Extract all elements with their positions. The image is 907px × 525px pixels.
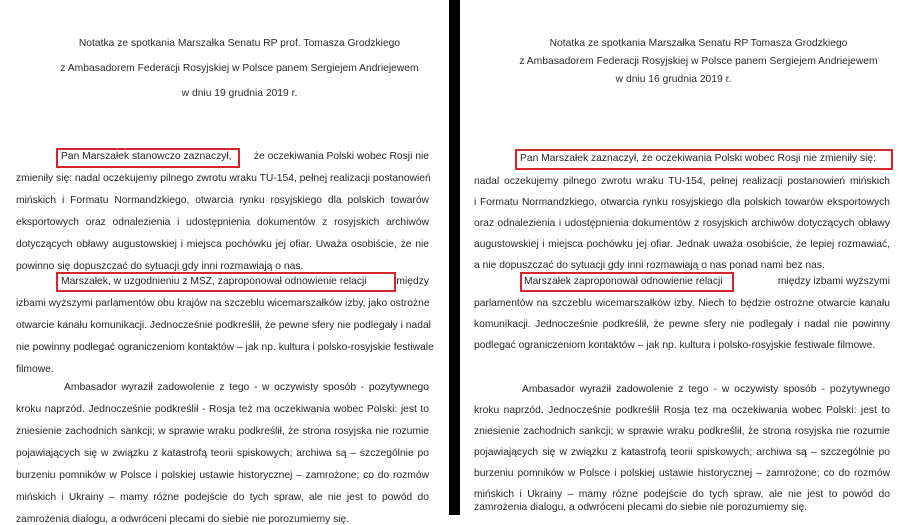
- left-p2-highlighted-text: Marszałek, w uzgodnieniu z MSZ, zaproponował odnowienie relacji: [61, 276, 367, 287]
- left-p3-line-4: pojawiających się w związku z katastrofą teorii spiskowych; archiwa są – szczególnie po: [16, 448, 429, 459]
- left-p1-line-4: eksportowych oraz odnalezienia i udostępnienia dokumentów z rosyjskich archiwów: [16, 217, 429, 228]
- right-p3-line-5: burzeniu pomników w Polsce i polskiej ustawie historycznej – zamrożone; co do rozmów: [474, 468, 890, 479]
- left-p2-line-5: filmowe.: [16, 364, 54, 375]
- left-p2-line-4: nie powinny podlegać ograniczeniom kontaktów – jak np. kultura i polsko-rosyjskie festiwale: [16, 342, 434, 353]
- right-p3-line-3: zniesienie zachodnich sankcji; w sprawie wraku podkreślił, że strona rosyjska nie rozumie: [474, 426, 890, 437]
- right-p3-line-6: mińskich i Ukrainy – mamy różne podejście do tych spraw, ale nie jest to powód do: [474, 489, 890, 500]
- right-p3-line-1: Ambasador wyraził zadowolenie z tego - w oczywisty sposób - pozytywnego: [522, 384, 890, 395]
- left-header-line-2: z Ambasadorem Federacji Rosyjskiej w Polsce panem Sergiejem Andriejewem: [60, 63, 419, 74]
- right-p2-line-1-rest: między izbami wyższymi: [777, 276, 890, 287]
- left-p1-line-3: mińskich i Formatu Normandzkiego, otwarcia rynku rosyjskiego dla polskich towarów: [16, 195, 429, 206]
- left-p3-line-5: burzeniu pomników w Polsce i polskiej ustawie historycznej – zamrożone; co do rozmów: [16, 470, 429, 481]
- right-p3-line-4: pojawiających się w związku z katastrofą teorii spiskowych; archiwa są – szczególnie po: [474, 447, 890, 458]
- left-p3-line-6: mińskich i Ukrainy – mamy różne podejście do tych spraw, ale nie jest to powód do: [16, 492, 429, 503]
- left-p1-line-5: dotyczących obławy augustowskiej i miejsca pochówku jej ofiar. Uważa osobiście, że nie: [16, 239, 429, 250]
- right-p2-line-2: parlamentów na szczeblu wicemarszałków izby. Niech to będzie ostrożne otwarcie kanału: [474, 298, 890, 309]
- left-p3-line-2: kroku naprzód. Jednocześnie podkreślił - Rosja też ma oczekiwania wobec Polski: jest to: [16, 404, 429, 415]
- right-p1-line-5: augustowskiej i miejsca pochówku jej ofiar. Jednak uważa osobiście, że lepiej rozmawiać,: [474, 239, 890, 250]
- left-p3-line-7: zamrożenia dialogu, a odwróceni plecami do siebie nie porozumiemy się.: [16, 514, 350, 525]
- right-p2-line-3: komunikacji. Jednocześnie podkreślił, że pewne sfery nie podlegały i nadal nie powinny: [474, 319, 890, 330]
- right-p2-line-4: podlegać ograniczeniom kontaktów – jak np. kultura i polsko-rosyjskie festiwale filmowe.: [474, 340, 876, 351]
- left-header-line-1: Notatka ze spotkania Marszałka Senatu RP prof. Tomasza Grodzkiego: [78, 38, 401, 49]
- right-p2-highlighted-text: Marszałek zaproponował odnowienie relacji: [524, 276, 723, 287]
- left-p1-line-1-rest: że oczekiwania Polski wobec Rosji nie: [253, 151, 429, 162]
- right-p1-line-6: a nie dopuszczać do sytuacji gdy inni rozmawiają o nas ponad nami bez nas.: [474, 260, 825, 271]
- right-p3-line-7: zamrożenia dialogu, a odwróceni plecami do siebie nie porozumiemy się.: [474, 502, 808, 513]
- right-p1-line-2: nadal oczekujemy pilnego zwrotu wraku TU-154, pełnej realizacji postanowień mińskich: [474, 176, 890, 187]
- left-p2-line-2: izbami wyższymi parlamentów obu krajów na szczeblu wicemarszałków izby, jako ostrożne: [16, 298, 430, 309]
- right-document-page: [460, 0, 907, 515]
- left-header-line-3: w dniu 19 grudnia 2019 r.: [181, 88, 298, 99]
- left-p2-line-1-rest: między: [396, 276, 429, 287]
- left-p1-line-6: powinno się dopuszczać do sytuacji gdy inni rozmawiają o nas.: [16, 261, 304, 272]
- right-p1-line-3: i Formatu Normandzkiego, otwarcia rynku rosyjskiego dla polskich towarów eksportowych: [474, 197, 890, 208]
- right-header-line-1: Notatka ze spotkania Marszałka Senatu RP Tomasza Grodzkiego: [549, 38, 848, 49]
- right-p3-line-2: kroku naprzód. Jednocześnie podkreślił Rosja tez ma oczekiwania wobec Polski: jest to: [474, 405, 890, 416]
- right-header-line-2: z Ambasadorem Federacji Rosyjskiej w Polsce panem Sergiejem Andriejewem: [519, 56, 878, 67]
- left-p3-line-1: Ambasador wyraził zadowolenie z tego - w oczywisty sposób - pozytywnego: [64, 382, 429, 393]
- left-p2-line-3: otwarcie kanału komunikacji. Jednocześnie podkreślił, że pewne sfery nie podlegały i nadal: [16, 320, 431, 331]
- left-p1-highlighted-text: Pan Marszałek stanowczo zaznaczył,: [61, 151, 232, 162]
- right-header-line-3: w dniu 16 grudnia 2019 r.: [615, 74, 732, 85]
- left-document-page: [0, 0, 449, 525]
- left-p3-line-3: zniesienie zachodnich sankcji; w sprawie wraku podkreślił, że strona rosyjska nie rozumie: [16, 426, 429, 437]
- left-p1-line-2: zmieniły się: nadal oczekujemy pilnego zwrotu wraku TU-154, pełnej realizacji postanowień: [16, 173, 431, 184]
- right-p1-line-4: oraz odnalezienia i udostępnienia dokumentów z rosyjskich archiwów dotyczących obławy: [474, 218, 890, 229]
- right-p1-highlighted-text: Pan Marszałek zaznaczył, że oczekiwania Polski wobec Rosji nie zmieniły się:: [520, 153, 876, 164]
